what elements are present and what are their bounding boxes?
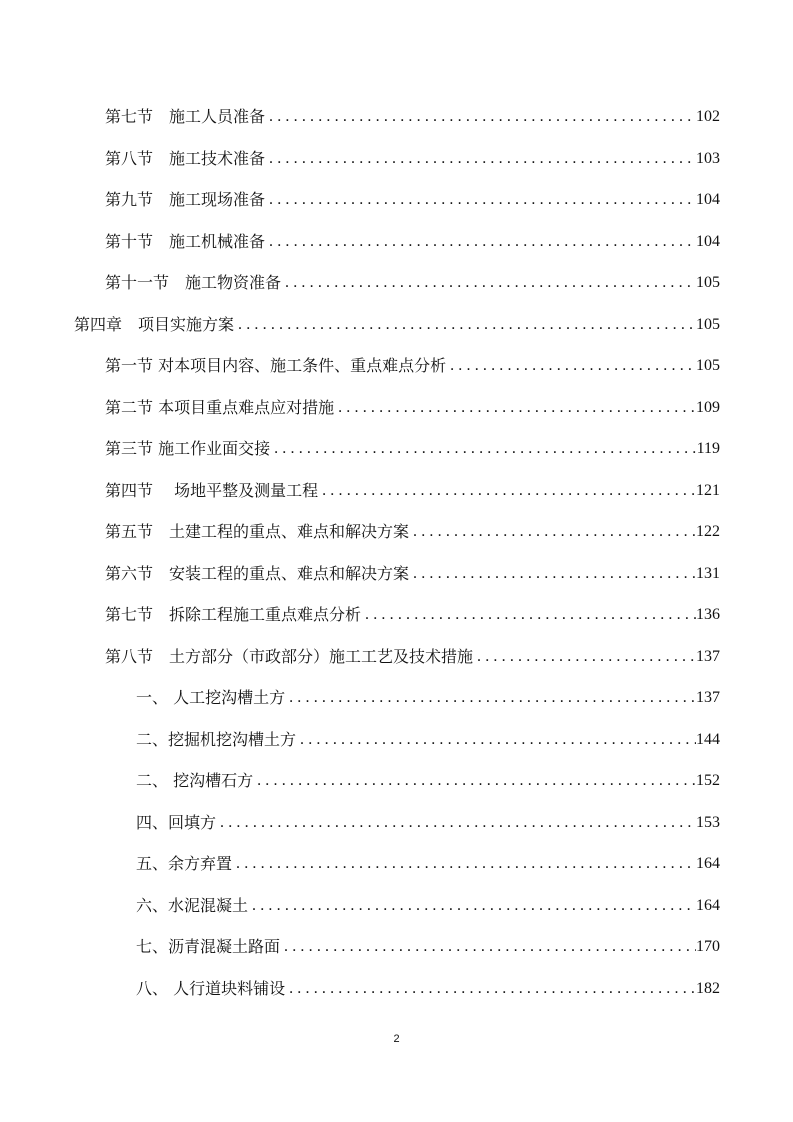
- toc-entry-page: 164: [696, 855, 720, 872]
- dot-leader: [265, 230, 696, 254]
- toc-entry-title: 第六节 安装工程的重点、难点和解决方案: [105, 563, 410, 583]
- toc-entry-title: 第八节 土方部分（市政部分）施工工艺及技术措施: [105, 646, 474, 666]
- dot-leader: [265, 147, 696, 171]
- toc-entry-page: 105: [696, 315, 720, 333]
- toc-entry-page: 131: [696, 564, 720, 582]
- dot-leader: [248, 894, 696, 918]
- dot-leader: [409, 562, 696, 586]
- toc-entry-title: 第四节 场地平整及测量工程: [105, 480, 319, 500]
- toc-entry-page: 119: [696, 440, 720, 457]
- toc-entry-page: 102: [696, 108, 720, 125]
- dot-leader: [281, 271, 696, 295]
- toc-entry[interactable]: [0, 147, 720, 171]
- toc-entry-page: 153: [696, 813, 720, 831]
- dot-leader: [253, 769, 696, 793]
- toc-entry-title: 第十一节 施工物资准备: [105, 273, 282, 292]
- toc-entry-page: 144: [696, 730, 720, 748]
- dot-leader: [216, 811, 696, 835]
- toc-entry-title: 二、 挖沟槽石方: [136, 771, 254, 790]
- dot-leader: [318, 479, 696, 503]
- toc-entry-page: 105: [696, 274, 720, 291]
- toc-entry-page: 109: [696, 398, 720, 416]
- dot-leader: [232, 852, 696, 876]
- toc-entry-title: 一、 人工挖沟槽土方: [136, 688, 286, 707]
- dot-leader: [361, 603, 696, 627]
- dot-leader: [446, 354, 696, 378]
- toc-entry-title: 第五节 土建工程的重点、难点和解决方案: [105, 522, 410, 541]
- toc-entry[interactable]: [0, 977, 720, 1001]
- toc-entry-title: 五、余方弃置: [136, 854, 233, 873]
- toc-entry[interactable]: [0, 105, 720, 129]
- dot-leader: [265, 105, 696, 129]
- dot-leader: [285, 977, 696, 1001]
- toc-entry-title: 八、 人行道块料铺设: [136, 978, 286, 998]
- dot-leader: [296, 728, 696, 752]
- toc-entry[interactable]: [0, 313, 720, 337]
- dot-leader: [285, 686, 696, 710]
- toc-entry-page: 122: [696, 523, 720, 540]
- toc-entry-page: 137: [696, 689, 720, 706]
- toc-entry-page: 136: [696, 606, 720, 623]
- toc-entry-title: 第一节 对本项目内容、施工条件、重点难点分析: [105, 356, 447, 375]
- dot-leader: [473, 645, 696, 669]
- dot-leader: [270, 437, 697, 461]
- toc-entry[interactable]: [0, 935, 720, 959]
- toc-entry-title: 第七节 拆除工程施工重点难点分析: [105, 605, 362, 624]
- toc-entry-page: 152: [696, 772, 720, 789]
- toc-entry-title: 七、沥青混凝土路面: [136, 937, 281, 956]
- toc-entry[interactable]: [0, 852, 720, 876]
- toc-entry-page: 104: [696, 232, 720, 250]
- toc-entry-title: 四、回填方: [136, 812, 217, 832]
- toc-entry-title: 第四章 项目实施方案: [74, 314, 235, 334]
- toc-entry-title: 第十节 施工机械准备: [105, 231, 266, 251]
- toc-entry[interactable]: [0, 479, 720, 503]
- dot-leader: [234, 313, 696, 337]
- toc-entry-page: 164: [696, 896, 720, 914]
- toc-entry[interactable]: [0, 728, 720, 752]
- toc-entry-title: 第二节 本项目重点难点应对措施: [105, 397, 335, 417]
- toc-entry-title: 第九节 施工现场准备: [105, 190, 266, 209]
- dot-leader: [334, 396, 696, 420]
- toc-entry-title: 二、挖掘机挖沟槽土方: [136, 729, 297, 749]
- dot-leader: [280, 935, 696, 959]
- toc-entry[interactable]: [0, 811, 720, 835]
- toc-entry[interactable]: [0, 894, 720, 918]
- toc-entry[interactable]: [0, 188, 720, 212]
- toc-entry[interactable]: [0, 230, 720, 254]
- toc-entry-page: 182: [696, 979, 720, 997]
- toc-entry[interactable]: [0, 354, 720, 378]
- toc-entry[interactable]: [0, 645, 720, 669]
- toc-entry[interactable]: [0, 603, 720, 627]
- toc-entry-title: 第三节 施工作业面交接: [105, 439, 271, 458]
- toc-entry[interactable]: [0, 562, 720, 586]
- toc-entry[interactable]: [0, 686, 720, 710]
- toc-entry[interactable]: [0, 396, 720, 420]
- page-number: 2: [393, 1033, 400, 1045]
- toc-entry-title: 六、水泥混凝土: [136, 895, 249, 915]
- toc-entry-page: 137: [696, 647, 720, 665]
- dot-leader: [265, 188, 696, 212]
- toc-entry-title: 第八节 施工技术准备: [105, 148, 266, 168]
- toc-entry-page: 170: [696, 938, 720, 955]
- toc-entry[interactable]: [0, 271, 720, 295]
- toc-entry-title: 第七节 施工人员准备: [105, 107, 266, 126]
- toc-entry-page: 104: [696, 191, 720, 208]
- toc-entry[interactable]: [0, 769, 720, 793]
- toc-entry[interactable]: [0, 437, 720, 461]
- toc-entry-page: 103: [696, 149, 720, 167]
- toc-entry-page: 105: [696, 357, 720, 374]
- toc-entry-page: 121: [696, 481, 720, 499]
- dot-leader: [409, 520, 696, 544]
- toc-entry[interactable]: [0, 520, 720, 544]
